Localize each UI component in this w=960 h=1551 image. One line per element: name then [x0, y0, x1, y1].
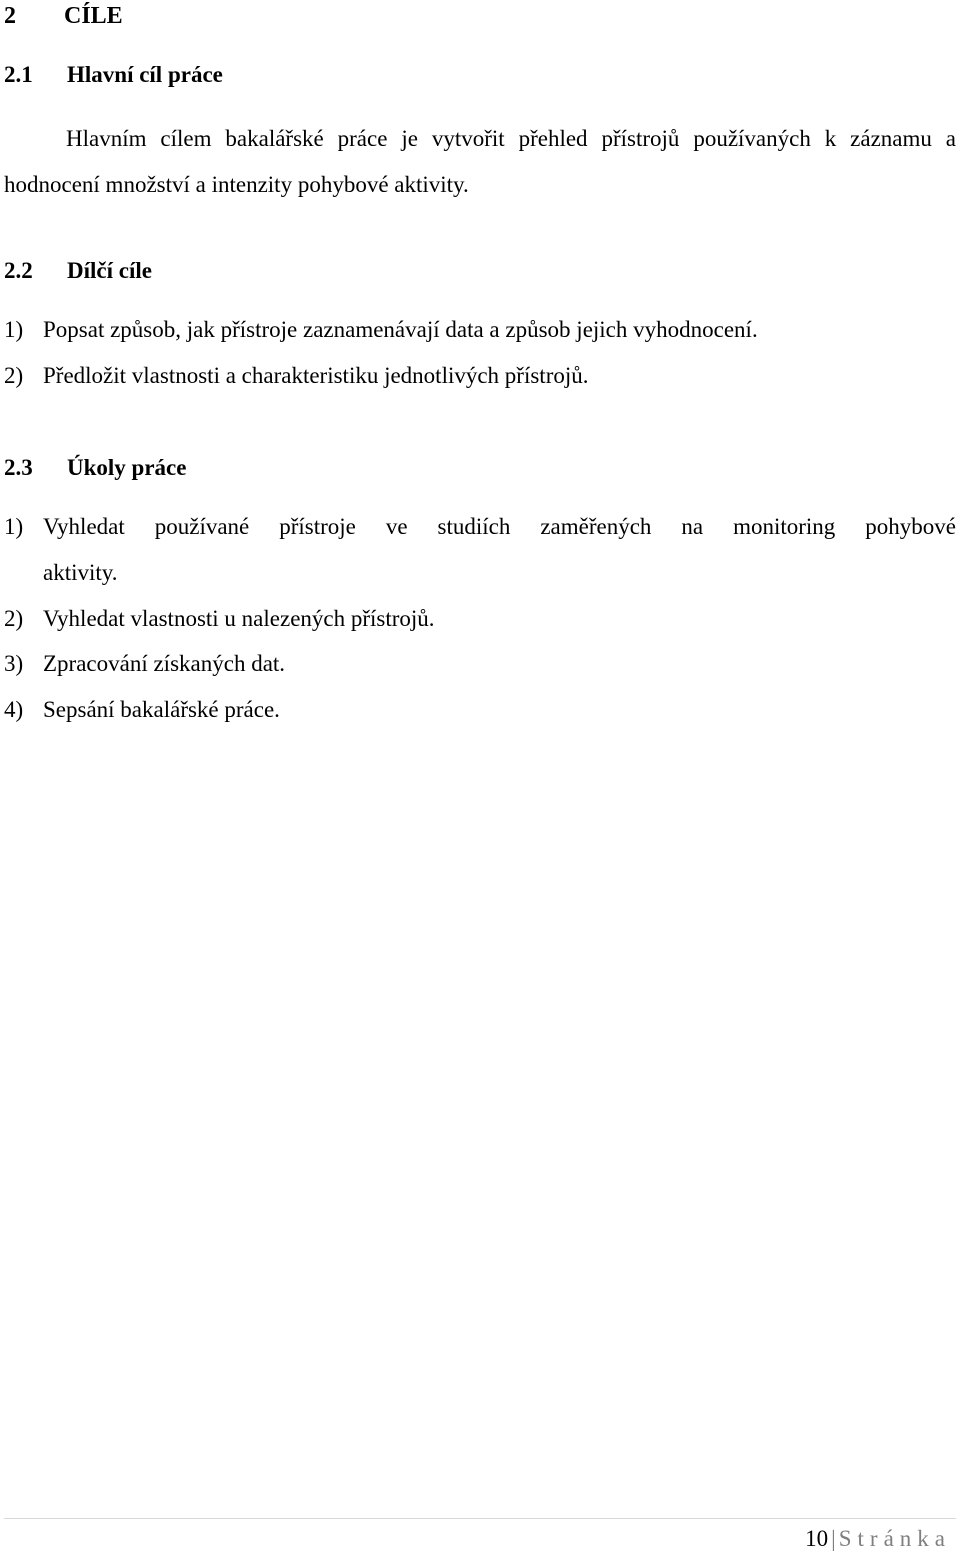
main-goal-paragraph: Hlavním cílem bakalářské práce je vytvořit přehled přístrojů používaných k záznamu a hodnocení množství a intenzity pohybové aktivity. — [4, 126, 956, 197]
page-footer — [805, 1527, 951, 1550]
chapter-heading — [4, 4, 123, 28]
document-page: 2 CÍLE 2.1 Hlavní cíl práce Hlavním cílem bakalářské práce je vytvořit přehled přístrojů používaných k záznamu a hodnocení množství a intenzity pohybové aktivity. 2.2 Dílčí cíle 1) Popsat způsob, jak přístroje zaznamenávají data a způsob jejich vyhodnocení. 2) Předložit vlastnosti a charakteristiku jednotlivých přístrojů. 2.3 Úkoly práce 1) Vyhledat používané přístroje ve studiích zaměřených na monitoring pohybové aktivity. 2) Vyhledat vlastnosti u nalezených přístrojů. 3) Zpracování získaných dat. 4) Sepsání bakalářské práce. 10 | Stránka — [4, 3, 956, 1551]
footer-separator: | — [831, 1526, 836, 1551]
list-item-text-line: Vyhledat používané přístroje ve studiích zaměřených na monitoring pohybové — [43, 514, 956, 539]
section-title: Dílčí cíle — [67, 258, 152, 283]
footer-label: Stránka — [838, 1526, 951, 1551]
section-number: 2.1 — [4, 62, 33, 87]
section-number: 2.3 — [4, 455, 33, 480]
section-heading-2-1 — [4, 63, 223, 86]
section-heading-2-2 — [4, 259, 152, 282]
page-number: 10 — [805, 1526, 829, 1551]
section-number: 2.2 — [4, 258, 33, 283]
footer-divider — [4, 1518, 956, 1519]
section-heading-2-3 — [4, 456, 186, 479]
section-title: Úkoly práce — [67, 455, 187, 480]
section-title: Hlavní cíl práce — [67, 62, 223, 87]
chapter-number: 2 — [4, 3, 16, 29]
chapter-title: CÍLE — [64, 3, 123, 29]
list-item-text-continuation: aktivity. — [43, 560, 118, 585]
